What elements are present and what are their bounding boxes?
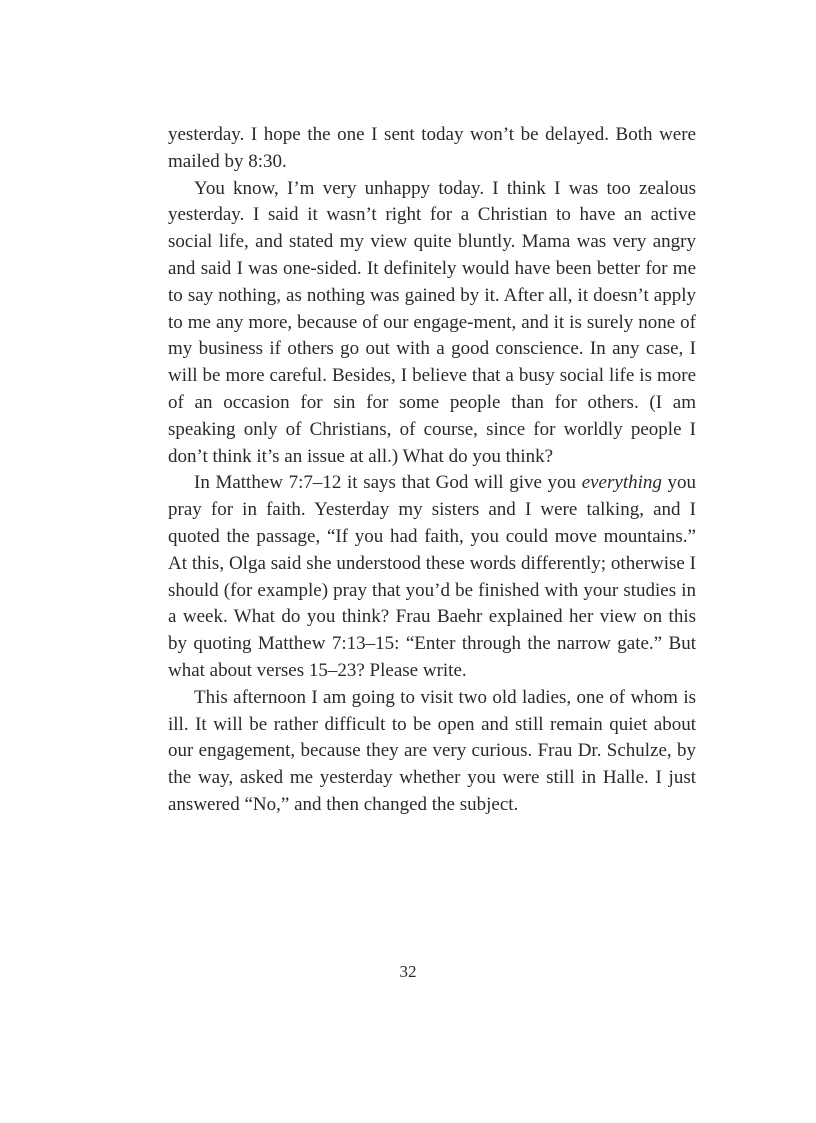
paragraph-1 bbox=[168, 122, 696, 176]
paragraph-3 bbox=[168, 470, 696, 684]
paragraph-2-text: You know, I’m very unhappy today. I think I was too zealous yesterday. I said it wasn’t right for a Christian to have an active social life, and stated my view quite bluntly. Mama was very angry and said I was one-sided. It definitely would have been better for me to say nothing, as nothing was gained by it. After all, it doesn’t apply to me any more, because of our engage-ment, and it is surely none of my business if others go out with a good conscience. In any case, I will be more careful. Besides, I believe that a busy social life is more of an occasion for sin for some people than for others. (I am speaking only of Christians, of course, since for worldly people I don’t think it’s an issue at all.) What do you think? bbox=[168, 177, 696, 467]
paragraph-3-emphasis: everything bbox=[581, 472, 662, 494]
paragraph-3-text-b: you pray for in faith. Yesterday my sisters and I were talking, and I quoted the passage, “If you had faith, you could move mountains.” At this, Olga said she understood these words differently; otherwise I should (for example) pray that you’d be finished with your studies in a week. What do you think? Frau Baehr explained her view on this by quoting Matthew 7:13–15: “Enter through the narrow gate.” But what about verses 15–23? Please write. bbox=[168, 472, 697, 681]
paragraph-4-text: This afternoon I am going to visit two old ladies, one of whom is ill. It will be rather difficult to be open and still remain quiet about our engagement, because they are very curious. Frau Dr. Schulze, by the way, asked me yesterday whether you were still in Halle. I just answered “No,” and then changed the subject. bbox=[168, 686, 696, 815]
paragraph-3-text-a: In Matthew 7:7–12 it says that God will give you bbox=[194, 472, 582, 494]
page-number: 32 bbox=[399, 962, 417, 981]
body-text bbox=[168, 122, 696, 819]
paragraph-1-text: yesterday. I hope the one I sent today won’t be delayed. Both were mailed by 8:30. bbox=[168, 124, 696, 172]
paragraph-4 bbox=[168, 685, 696, 819]
paragraph-2 bbox=[168, 176, 696, 471]
